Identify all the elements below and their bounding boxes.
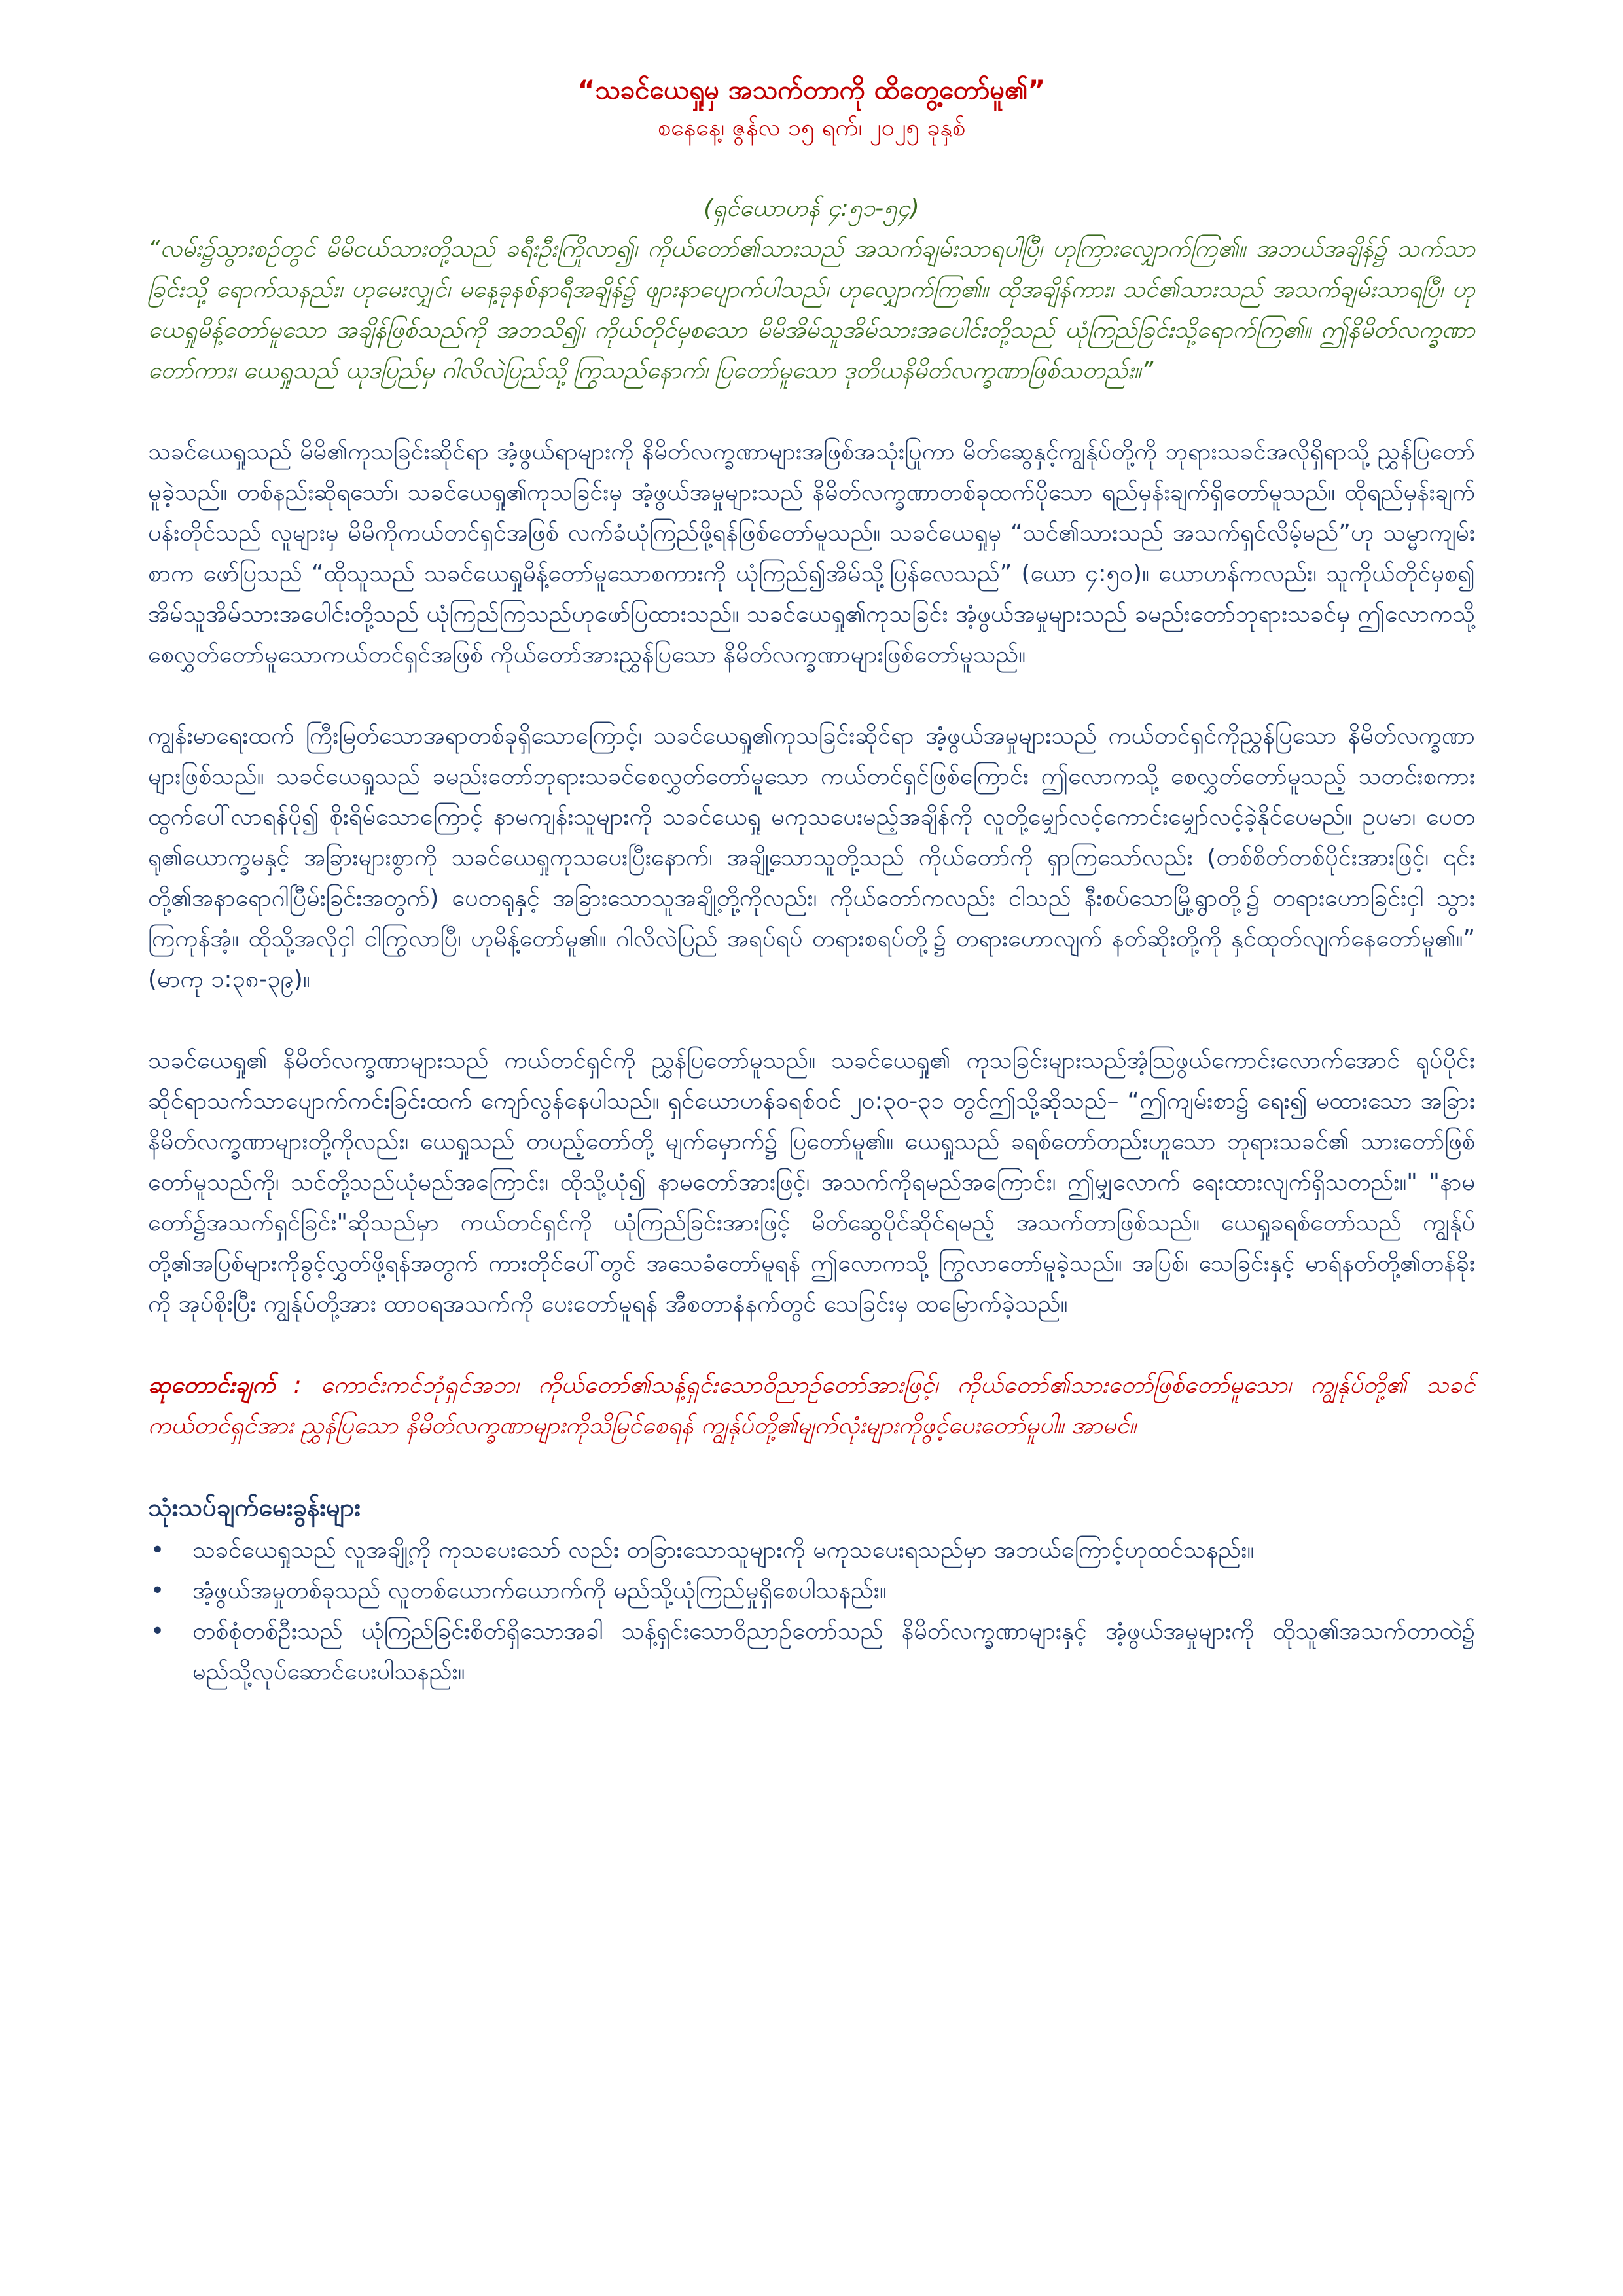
question-text: အံ့ဖွယ်အမှုတစ်ခုသည် လူတစ်ယောက်ယောက်ကို မည်သို့ယုံကြည်မှုရှိစေပါသနည်း။ bbox=[192, 1577, 887, 1604]
bullet-icon: • bbox=[151, 1537, 165, 1564]
list-item bbox=[148, 1611, 1475, 1693]
scripture-reference: (ရှင်ယောဟန် ၄:၅၁-၅၄) bbox=[704, 195, 919, 222]
devotional-date: စနေနေ့၊ ဇွန်လ ၁၅ ရက်၊ ၂၀၂၅ ခုနှစ် bbox=[657, 115, 966, 141]
list-item bbox=[148, 1530, 1475, 1571]
prayer-separator: : bbox=[293, 1372, 302, 1399]
body-paragraph-3: သခင်ယေရှု၏ နိမိတ်လက္ခဏာများသည် ကယ်တင်ရှင်ကို ညွှန်ပြတော်မူသည်။ သခင်ယေရှု၏ ကုသခြင်းများသည်အံ့သြဖွယ်ကောင်းလောက်အောင် ရုပ်ပိုင်းဆိုင်ရာသက်သာပျောက်ကင်းခြင်းထက် ကျော်လွန်နေပါသည်။ ရှင်ယောဟန်ခရစ်ဝင် ၂၀:၃၀-၃၁ တွင်ဤသို့ဆိုသည်– “ဤကျမ်းစာ၌ ရေး၍ မထားသော အခြားနိမိတ်လက္ခဏာများတို့ကိုလည်း၊ ယေရှုသည် တပည့်တော်တို့ မျက်မှောက်၌ ပြတော်မူ၏။ ယေရှုသည် ခရစ်တော်တည်းဟူသော ဘုရားသခင်၏ သားတော်ဖြစ်တော်မူသည်ကို၊ သင်တို့သည်ယုံမည်အကြောင်း၊ ထိုသို့ယုံ၍ နာမတော်အားဖြင့်၊ အသက်ကိုရမည်အကြောင်း၊ ဤမျှလောက် ရေးထားလျက်ရှိသတည်း။" "နာမတော်၌အသက်ရှင်ခြင်း"ဆိုသည်မှာ ကယ်တင်ရှင်ကို ယုံကြည်ခြင်းအားဖြင့် မိတ်ဆွေပိုင်ဆိုင်ရမည့် အသက်တာဖြစ်သည်။ ယေရှုခရစ်တော်သည် ကျွန်ုပ်တို့၏အပြစ်များကိုခွင့်လွှတ်ဖို့ရန်အတွက် ကားတိုင်ပေါ်တွင် အသေခံတော်မူရန် ဤလောကသို့ ကြွလာတော်မူခဲ့သည်။ အပြစ်၊ သေခြင်းနှင့် မာရ်နတ်တို့၏တန်ခိုးကို အုပ်စိုးပြီး ကျွန်ုပ်တို့အား ထာဝရအသက်ကို ပေးတော်မူရန် အီစတာနံနက်တွင် သေခြင်းမှ ထမြောက်ခဲ့သည်။ bbox=[148, 1047, 1475, 1318]
prayer-block bbox=[148, 1365, 1475, 1446]
scripture-quote: “လမ်း၌သွားစဉ်တွင် မိမိငယ်သားတို့သည် ခရီးဦးကြိုလာ၍၊ ကိုယ်တော်၏သားသည် အသက်ချမ်းသာရပါပြီ၊ ဟုကြားလျှောက်ကြ၏။ အဘယ်အချိန်၌ သက်သာခြင်းသို့ ရောက်သနည်း၊ ဟုမေးလျှင်၊ မနေ့ခုနစ်နာရီအချိန်၌ ဖျားနာပျောက်ပါသည်၊ ဟုလျှောက်ကြ၏။ ထိုအချိန်ကား၊ သင်၏သားသည် အသက်ချမ်းသာရပြီ၊ ဟုယေရှုမိန့်တော်မူသော အချိန်ဖြစ်သည်ကို အဘသိ၍၊ ကိုယ်တိုင်မှစသော မိမိအိမ်သူအိမ်သားအပေါင်းတို့သည် ယုံကြည်ခြင်းသို့ရောက်ကြ၏။ ဤနိမိတ်လက္ခဏာတော်ကား၊ ယေရှုသည် ယုဒပြည်မှ ဂါလိလဲပြည်သို့ ကြွသည်နောက်၊ ပြတော်မူသော ဒုတိယနိမိတ်လက္ခဏာဖြစ်သတည်း။” bbox=[148, 236, 1475, 384]
bullet-icon: • bbox=[151, 1577, 165, 1604]
questions-heading: သုံးသပ်ချက်မေးခွန်းများ bbox=[148, 1493, 361, 1522]
bullet-icon: • bbox=[151, 1618, 165, 1645]
list-item bbox=[148, 1571, 1475, 1611]
questions-list bbox=[148, 1530, 1475, 1693]
prayer-label: ဆုတောင်းချက် bbox=[148, 1372, 276, 1399]
question-text: တစ်စုံတစ်ဦးသည် ယုံကြည်ခြင်းစိတ်ရှိသောအခါ သန့်ရှင်းသောဝိညာဉ်တော်သည် နိမိတ်လက္ခဏာများနှင့် အံ့ဖွယ်အမှုများကို ထိုသူ၏အသက်တာထဲ၌ မည်သို့လုပ်ဆောင်ပေးပါသနည်း။ bbox=[192, 1618, 1475, 1685]
prayer-text: ကောင်းကင်ဘုံရှင်အဘ၊ ကိုယ်တော်၏သန့်ရှင်းသောဝိညာဉ်တော်အားဖြင့်၊ ကိုယ်တော်၏သားတော်ဖြစ်တော်မူသော၊ ကျွန်ုပ်တို့၏ သခင်ကယ်တင်ရှင်အား ညွှန်ပြသော နိမိတ်လက္ခဏာများကိုသိမြင်စေရန် ကျွန်ုပ်တို့၏မျက်လုံးများကိုဖွင့်ပေးတော်မူပါ။ အာမင်။ bbox=[148, 1372, 1475, 1439]
devotional-title: “သခင်ယေရှုမှ အသက်တာကို ထိတွေ့တော်မူ၏” bbox=[577, 75, 1046, 105]
body-paragraph-2: ကျွန်းမာရေးထက် ကြီးမြတ်သောအရာတစ်ခုရှိသောကြောင့်၊ သခင်ယေရှု၏ကုသခြင်းဆိုင်ရာ အံ့ဖွယ်အမှုများသည် ကယ်တင်ရှင်ကိုညွှန်ပြသော နိမိတ်လက္ခဏာများဖြစ်သည်။ သခင်ယေရှုသည် ခမည်းတော်ဘုရားသခင်စေလွှတ်တော်မူသော ကယ်တင်ရှင်ဖြစ်ကြောင်း ဤလောကသို့ စေလွှတ်တော်မူသည့် သတင်းစကား ထွက်ပေါ်လာရန်ပို၍ စိုးရိမ်သောကြောင့် နာမကျန်းသူများကို သခင်ယေရှု မကုသပေးမည့်အချိန်ကို လူတို့မျှော်လင့်ကောင်းမျှော်လင့်ခဲ့နိုင်ပေမည်။ ဥပမာ၊ ပေတရု၏ယောက္ခမနှင့် အခြားများစွာကို သခင်ယေရှုကုသပေးပြီးနောက်၊ အချို့သောသူတို့သည် ကိုယ်တော်ကို ရှာကြသော်လည်း (တစ်စိတ်တစ်ပိုင်းအားဖြင့်၊ ၎င်းတို့၏အနာရောဂါပြီမ်းခြင်းအတွက်) ပေတရုနှင့် အခြားသောသူအချို့တို့ကိုလည်း၊ ကိုယ်တော်ကလည်း ငါသည် နီးစပ်သောမြို့ရွာတို့၌ တရားဟောခြင်းငှါ သွားကြကုန်အံ့။ ထိုသို့အလိုငှါ ငါကြွလာပြီ၊ ဟုမိန့်တော်မူ၏။ ဂါလိလဲပြည် အရပ်ရပ် တရားစရပ်တို့၌ တရားဟောလျက် နတ်ဆိုးတို့ကို နှင်ထုတ်လျက်နေတော်မူ၏။” (မာကု ၁:၃၈-၃၉)။ bbox=[148, 723, 1475, 993]
question-text: သခင်ယေရှုသည် လူအချို့ကို ကုသပေးသော် လည်း တခြားသောသူများကို မကုသပေးရသည်မှာ အဘယ်ကြောင့်ဟုထင်သနည်း။ bbox=[192, 1537, 1255, 1564]
body-paragraph-1: သခင်ယေရှုသည် မိမိ၏ကုသခြင်းဆိုင်ရာ အံ့ဖွယ်ရာများကို နိမိတ်လက္ခဏာများအဖြစ်အသုံးပြုကာ မိတ်ဆွေနှင့်ကျွန်ုပ်တို့ကို ဘုရားသခင်အလိုရှိရာသို့ ညွှန်ပြတော်မူခဲ့သည်။ တစ်နည်းဆိုရသော်၊ သခင်ယေရှု၏ကုသခြင်းမှ အံ့ဖွယ်အမှုများသည် နိမိတ်လက္ခဏာတစ်ခုထက်ပိုသော ရည်မှန်းချက်ရှိတော်မူသည်။ ထိုရည်မှန်းချက်ပန်းတိုင်သည် လူများမှ မိမိကိုကယ်တင်ရှင်အဖြစ် လက်ခံယုံကြည်ဖို့ရန်ဖြစ်တော်မူသည်။ သခင်ယေရှုမှ “သင်၏သားသည် အသက်ရှင်လိမ့်မည်”ဟု သမ္မာကျမ်းစာက ဖော်ပြသည် “ထိုသူသည် သခင်ယေရှုမိန့်တော်မူသောစကားကို ယုံကြည်၍အိမ်သို့ပြန်လေသည်” (ယော ၄:၅၀)။ ယောဟန်ကလည်း၊ သူကိုယ်တိုင်မှစ၍ အိမ်သူအိမ်သားအပေါင်းတို့သည် ယုံကြည်ကြသည်ဟုဖော်ပြထားသည်။ သခင်ယေရှု၏ကုသခြင်း အံ့ဖွယ်အမှုများသည် ခမည်းတော်ဘုရားသခင်မှ ဤလောကသို့စေလွှတ်တော်မူသောကယ်တင်ရှင်အဖြစ် ကိုယ်တော်အားညွှန်ပြသော နိမိတ်လက္ခဏာများဖြစ်တော်မူသည်။ bbox=[148, 439, 1475, 668]
